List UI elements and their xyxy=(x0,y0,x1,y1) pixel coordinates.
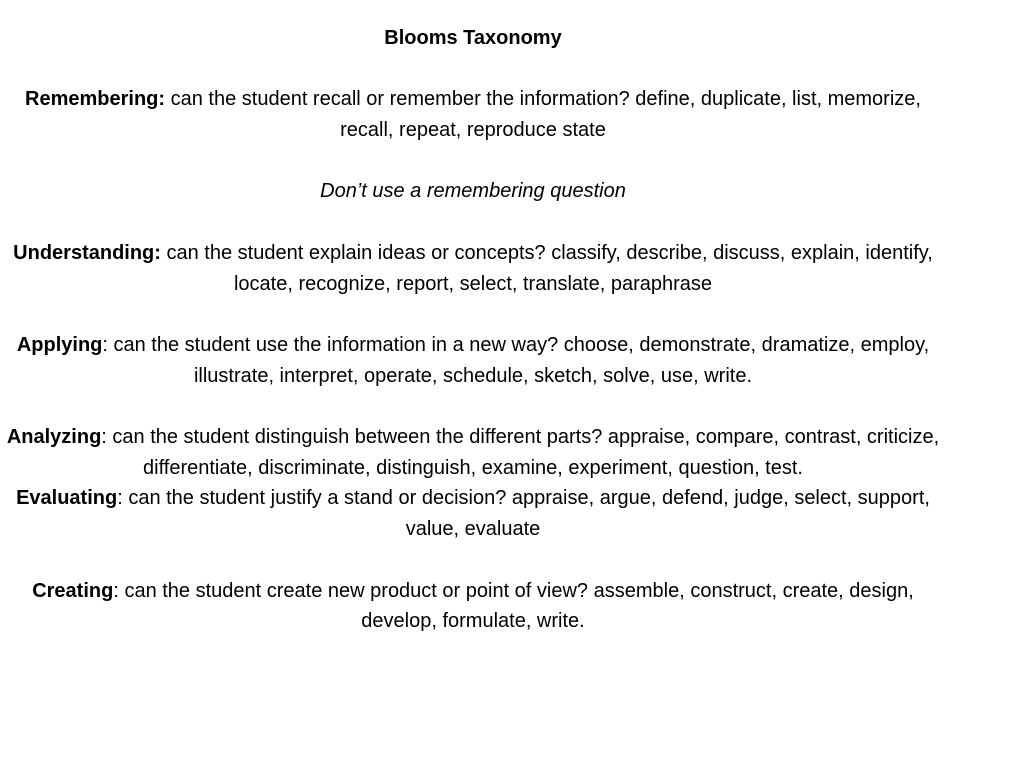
creating-paragraph xyxy=(4,576,942,637)
remembering-text: can the student recall or remember the information? define, duplicate, list, memorize, recall, repeat, reproduce state xyxy=(165,88,921,142)
understanding-term: Understanding: xyxy=(13,241,161,264)
applying-paragraph xyxy=(4,330,942,391)
remembering-paragraph xyxy=(4,84,942,145)
applying-term: Applying xyxy=(16,333,103,356)
creating-term: Creating xyxy=(32,579,114,602)
remembering-term: Remembering: xyxy=(25,88,166,111)
evaluating-paragraph xyxy=(4,483,942,544)
evaluating-term: Evaluating xyxy=(16,487,118,510)
remembering-note: Don’t use a remembering question xyxy=(320,180,626,203)
slide-title: Blooms Taxonomy xyxy=(384,27,562,49)
applying-text: : can the student use the information in a new way? choose, demonstrate, dramatize, employ, illustrate, interpret, operate, schedule, sketch, solve, use, write. xyxy=(102,333,930,387)
understanding-paragraph xyxy=(4,238,942,299)
understanding-text: can the student explain ideas or concepts? classify, describe, discuss, explain, identify, locate, recognize, report, select, translate, paraphrase xyxy=(160,241,933,295)
analyzing-paragraph xyxy=(4,422,942,483)
analyzing-term: Analyzing xyxy=(6,426,102,449)
evaluating-text: : can the student justify a stand or decision? appraise, argue, defend, judge, select, support, value, evaluate xyxy=(117,487,930,541)
slide-body xyxy=(4,23,942,668)
creating-text: : can the student create new product or point of view? assemble, construct, create, design, develop, formulate, write. xyxy=(113,579,914,633)
analyzing-text: : can the student distinguish between the different parts? appraise, compare, contrast, criticize, differentiate, discriminate, distinguish, examine, experiment, question, test. xyxy=(101,426,940,479)
